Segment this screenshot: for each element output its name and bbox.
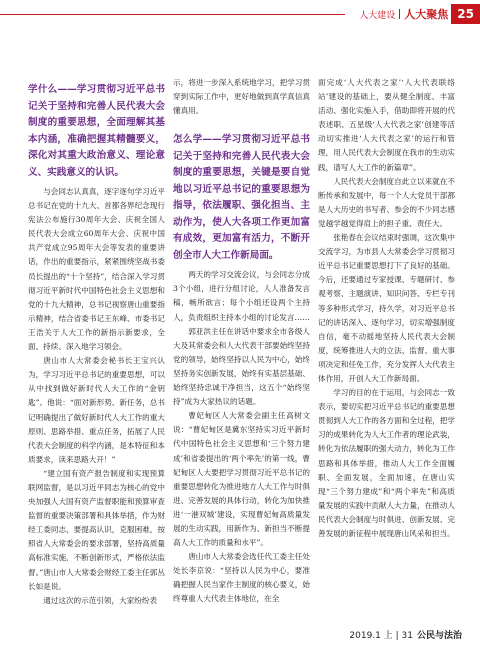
paragraph: 郭亚洪主任在讲话中要求全市各级人大及其常委会和人大代表干部要始终坚持党的领导，始终坚持以人民为中心，始终坚持务实创新发展，始终有实基层基础、始终坚持忠诚干净担当，这五个“始终坚持”成为大家热议的话题。 [173,326,310,407]
paragraph: 通过这次的示范引领，大家纷纷表 [43,595,158,605]
question-heading-how: 怎么学——学习贯彻习近平总书记关于坚持和完善人民代表大会制度的重要思想，关键是要自觉地以习近平总书记的重要思想为指导，依法履职、强化担当、主动作为，使人大各项工作更加富有成效，更加富有活力，不断开创全市人大工作新局面。 [173,134,310,261]
paragraph: “建立国有资产报告制度和实现预算联网监督，是以习近平同志为核心的党中央加强人大国有资产监督职能和预算审查监督的重要决策部署和具体举措，作为财经工委同志，要提高认识，克服困难，按照省人大常委会的要求部署，坚持高质量高标准实施，不断创新形式，严格依法监督。”唐山市人大常委会财经工委主任郭丛长如是说。 [28,468,165,591]
paragraph: 两天的学习交流会议，与会同志分成3个小组，进行分组讨论，人人准备发言稿，畅所欲言；每个小组还设两个主持人，负责组织主持本小组的讨论发言…… [173,270,310,322]
paragraph: 曹妃甸区人大常委会副主任高树文说：“曹妃甸区是冀东坚持实习近平新时代中国特色社会主义思想和‘三个努力建成’和省委提出的‘两个率先’的第一线，曹妃甸区人大要把学习贯彻习近平总书记的重要思想转化为推进地方人大工作与时俱进、完善发展的具体行动，转化为加快推进‘一港双城’建设，实现曹妃甸高质量发展的生动实践，用新作为、新担当不断提高人大工作的质量和水平”。 [173,411,310,548]
page-footer [349,628,462,641]
paragraph: 张艳春在会议结束时强调，这次集中交流学习，为市县人大常委会学习贯彻习近平总书记重要思想打下了良好的基础。今后，还要通过专家授课、专题研讨、参观考察、主题演讲、知识问答、专栏专刊等多种形式学习，持久学，对习近平总书记的讲话深入、逐句学习，切实增强制度自信，毫不动摇地坚持人民代表大会制度，统筹推进人大的立法、监督、重大事项决定和任免工作，充分发挥人大代表主体作用，开创人大工作新局面。 [318,233,455,383]
question-heading-what: 学什么——学习贯彻习近平总书记关于坚持和完善人民代表大会制度的重要思想，全面理解其基本内涵，准确把握其精髓要义，深化对其重大政治意义、理论意义、实践意义的认识。 [28,84,165,178]
page-number: 25 [451,4,480,24]
paragraph: 示，将进一步深入系统地学习，把学习贯穿到实际工作中，更好地做到真学真信真懂真用。 [173,78,310,116]
paragraph: 人民代表大会制度自此立以来就在不断传承和发展中，每一个人大党员干部都是人大历史的书写者、参会的不少同志感觉越学越觉得肩上的担子重、责任大。 [318,176,455,228]
paragraph: 面完成‘人大代表之家’‘人大代表联络站’建设的基础上，要从健全制度、丰富活动、强化实施入手，借助即将开展的代表述职、五星级‘人大代表之家’创建等活动切实推进‘人大代表之家’的运行和管理，用人民代表大会制度在我市的生动实践，谱写人大工作的新篇章”。 [318,78,455,172]
article-column-1 [28,82,165,608]
page-header [359,4,480,24]
header-divider [399,9,400,19]
paragraph: 唐山市人大常委会秘书长王宝兴认为，学习习近平总书记的重要思想，可以从中找到做好新时代人大工作的“金钥匙”。他说：“面对新形势、新任务，总书记明确提出了做好新时代人大工作的重大原则、思路举措、重点任务，拓展了人民代表大会制度的科学内涵，是本特征和本质要求，读来思路大开！” [28,356,165,464]
article-column-3 [318,76,455,541]
issue-info: 2019.1 上 | 31 [349,631,413,641]
header-rule [0,14,345,15]
magazine-name: 公民与法治 [416,631,462,641]
section-name: 人大建设 [359,10,396,21]
article-column-2 [173,76,310,607]
paragraph: 唐山市人大常委会选任代工委主任处处长李京说：“坚持以人民为中心，要准确把握人民当家作主制度的核心要义，始终尊重人大代表主体地位，在全 [173,552,310,604]
paragraph: 与会同志认真真，逐字逐句学习近平总书记在党的十九大、首都各界纪念现行宪法公布施行30周年大会、庆祝全国人民代表大会成立60周年大会、庆祝中国共产党成立95周年大会等发表的重要讲话，作出的重要指示，紧紧围绕坚战书委员长提出的“十个坚持”，结合深入学习贯彻习近平新时代中国特色社会主义思想和党的十九大精神，总书记视察唐山重要指示精神，结合省委书记王东峰、市委书记王浩关于人大工作的新指示新要求，全面、持续、深入地学习领会。 [28,187,165,352]
column-name: 人大聚焦 [404,8,449,21]
paragraph: 学习的目的在于运用，与会同志一致表示，要切实把习近平总书记的重要思想贯彻到人大工作的各方面和全过程，把学习的成果转化为人大工作者的理论武装，转化为依法履职的强大动力，转化为工作思路和具体举措，推动人大工作全面履职、全面发展，全面加速，在唐山实现“三个努力建成”和“两个率先”和高质量发展的实践中贡献人大力量，在推动人民代表大会制度与时俱进、创新发展、完善发展的新征程中展现唐山风采和担当。 [318,388,455,538]
